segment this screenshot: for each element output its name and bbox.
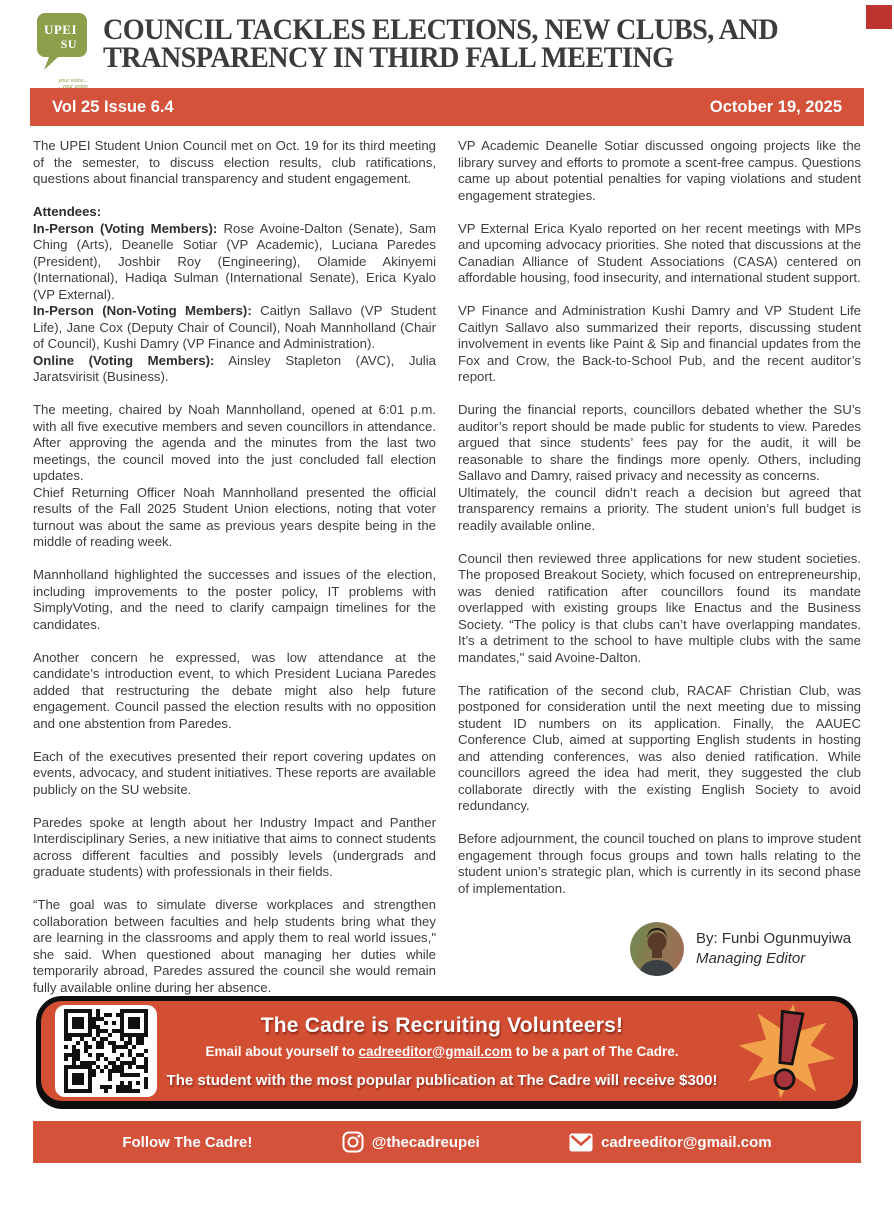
article bbox=[0, 126, 894, 1006]
recruiting-email-prefix: Email about yourself to bbox=[205, 1043, 359, 1059]
byline bbox=[630, 922, 851, 976]
byline-role: Managing Editor bbox=[696, 950, 806, 967]
issue-label: Vol 25 Issue 6.4 bbox=[52, 97, 174, 116]
exclamation-graphic bbox=[727, 1001, 843, 1101]
article-paragraph: Mannholland highlighted the successes and issues of the election, including improvements to the poster policy, IT problems with SimplyVoting, and the need to clarify campaign timelines for the candidates. bbox=[33, 567, 436, 632]
recruiting-text bbox=[157, 1014, 727, 1089]
author-photo bbox=[630, 922, 684, 976]
article-paragraph: Chief Returning Officer Noah Mannholland presented the official results of the Fall 2025 Student Union elections, noting that voter turnout was about the same as previous years despite being in the middle of reading week. bbox=[33, 484, 436, 549]
corner-marker bbox=[866, 5, 892, 29]
article-paragraph: VP Academic Deanelle Sotiar discussed ongoing projects like the library survey and efforts to promote a scent-free campus. Questions came up about potential penalties for vaping violations and student engagement strategies. bbox=[458, 138, 861, 203]
recruiting-heading: The Cadre is Recruiting Volunteers! bbox=[260, 1013, 624, 1037]
article-paragraph: Council then reviewed three applications for new student societies. The proposed Breakout Society, which focused on entrepreneurship, was denied ratification after councillors found its mandate overlapped with existing groups like Enactus and the Business Society. “The policy is that clubs can’t have overlapping mandates. It’s a detriment to the school to have multiple clubs with the same mandates," said Avoine-Dalton. bbox=[458, 550, 861, 665]
article-paragraph: Before adjournment, the council touched on plans to improve student engagement through focus groups and town halls relating to the student union’s strategic plan, which is currently in its second phase of implementation. bbox=[458, 831, 861, 896]
article-column-right bbox=[458, 138, 861, 1006]
article-paragraph: Paredes spoke at length about her Industry Impact and Panther Interdisciplinary Series, a new initiative that aims to connect students across different faculties and possibly levels (undergrads and graduate students) with professionals in their fields. bbox=[33, 814, 436, 879]
header bbox=[0, 0, 894, 90]
mail-icon bbox=[569, 1133, 593, 1152]
issue-date: October 19, 2025 bbox=[709, 97, 842, 116]
article-paragraph: VP External Erica Kyalo reported on her recent meetings with MPs and upcoming advocacy priorities. She noted that discussions at the Canadian Alliance of Student Associations (CASA) centered on affordable housing, food insecurity, and international student support. bbox=[458, 220, 861, 285]
article-paragraph: “The goal was to simulate diverse workplaces and strengthen collaboration between faculties and help students bring what they are learning in the classrooms and apply them to real world issues," she said. When questioned about managing her duties while temporarily abroad, Paredes assured the council she would remain fully available online during her absence. bbox=[33, 897, 436, 995]
page-title-line2: TRANSPARENCY IN THIRD FALL MEETING bbox=[103, 41, 674, 74]
svg-text:SU: SU bbox=[60, 37, 77, 51]
page-title bbox=[103, 13, 779, 74]
article-paragraph: Attendees: bbox=[33, 204, 102, 219]
recruiting-banner bbox=[36, 996, 858, 1106]
logo-tagline: your voice... ...your union bbox=[57, 78, 88, 90]
footer-bar bbox=[33, 1121, 861, 1163]
recruiting-email-line bbox=[163, 1044, 721, 1059]
issue-bar bbox=[30, 88, 864, 126]
article-paragraph: The ratification of the second club, RACAF Christian Club, was postponed for consideration until the next meeting due to missing student ID numbers on its application. Finally, the AAUEC Conference Club, aimed at supporting English students in hosting and attending conferences, was also denied ratification. While councillors agreed the idea had merit, they suggested the club collaborate directly with the existing English Society to avoid redundancy. bbox=[458, 682, 861, 813]
page-title-line1: COUNCIL TACKLES ELECTIONS, NEW CLUBS, AND bbox=[103, 13, 779, 46]
byline-avatar bbox=[630, 922, 684, 976]
recruiting-prize-line: The student with the most popular publication at The Cadre will receive $300! bbox=[166, 1071, 718, 1089]
footer-follow-label: Follow The Cadre! bbox=[122, 1133, 253, 1151]
byline-text bbox=[696, 929, 851, 969]
footer-email[interactable] bbox=[569, 1133, 772, 1152]
qr-code bbox=[55, 1005, 157, 1097]
article-paragraph: During the financial reports, councillors debated whether the SU’s auditor’s report should be made public for students to view. Paredes argued that since students’ fees pay for the audit, it will be reasonable to share the findings more openly. Others, including Sallavo and Damry, raised privacy and necessity as concerns. bbox=[458, 402, 861, 483]
speech-bubble-logo-icon bbox=[36, 12, 88, 72]
article-paragraph: Another concern he expressed, was low attendance at the candidate’s introduction event, to which President Luciana Paredes added that restructuring the debate might also help future engagement. Council passed the election results with no opposition and one abstention from Paredes. bbox=[33, 649, 436, 731]
instagram-icon bbox=[342, 1131, 364, 1153]
instagram-handle: @thecadreupei bbox=[371, 1133, 480, 1151]
svg-text:UPEI: UPEI bbox=[43, 22, 77, 37]
article-paragraph: Online (Voting Members): Ainsley Stapleton (AVC), Julia Jaratsvirisit (Business). bbox=[33, 352, 436, 384]
article-paragraph: Each of the executives presented their report covering updates on events, advocacy, and student initiatives. These reports are available publicly on the SU website. bbox=[33, 748, 436, 797]
footer-email-text: cadreeditor@gmail.com bbox=[601, 1133, 772, 1151]
article-paragraph: Ultimately, the council didn’t reach a decision but agreed that transparency remains a priority. The student union’s full budget is readily available online. bbox=[458, 484, 861, 533]
recruiting-email-suffix: to be a part of The Cadre. bbox=[511, 1043, 679, 1059]
article-paragraph: The UPEI Student Union Council met on Oct. 19 for its third meeting of the semester, to discuss election results, club ratifications, questions about financial transparency and student engagement. bbox=[33, 138, 436, 186]
article-paragraph: VP Finance and Administration Kushi Damry and VP Student Life Caitlyn Sallavo also summarized their reports, discussing student involvement in events like Paint & Sip and financial updates from the Fox and Crow, the Back-to-School Pub, and the recent auditor’s report. bbox=[458, 303, 861, 384]
article-paragraph: The meeting, chaired by Noah Mannholland, opened at 6:01 p.m. with all five executive members and seven councillors in attendance. After approving the agenda and the minutes from the last two meetings, the council moved into the just concluded fall election updates. bbox=[33, 402, 436, 483]
recruiting-email-link[interactable]: cadreeditor@gmail.com bbox=[358, 1043, 512, 1059]
upei-su-logo bbox=[36, 12, 90, 90]
byline-author: By: Funbi Ogunmuyiwa bbox=[696, 930, 852, 947]
article-column-left bbox=[33, 138, 436, 1006]
footer-instagram[interactable] bbox=[342, 1131, 480, 1153]
article-paragraph: In-Person (Non-Voting Members): Caitlyn Sallavo (VP Student Life), Jane Cox (Deputy Chair of Council), Noah Mannholland (Chair of Council), Kushi Damry (VP Finance and Administration). bbox=[33, 303, 436, 351]
article-paragraph: In-Person (Voting Members): Rose Avoine-Dalton (Senate), Sam Ching (Arts), Deanelle Sotiar (VP Academic), Luciana Paredes (President), Joshbir Roy (Engineering), Olamide Akinyemi (International), Hadiqa Sulman (International Senate), Erica Kyalo (VP External). bbox=[33, 220, 436, 302]
